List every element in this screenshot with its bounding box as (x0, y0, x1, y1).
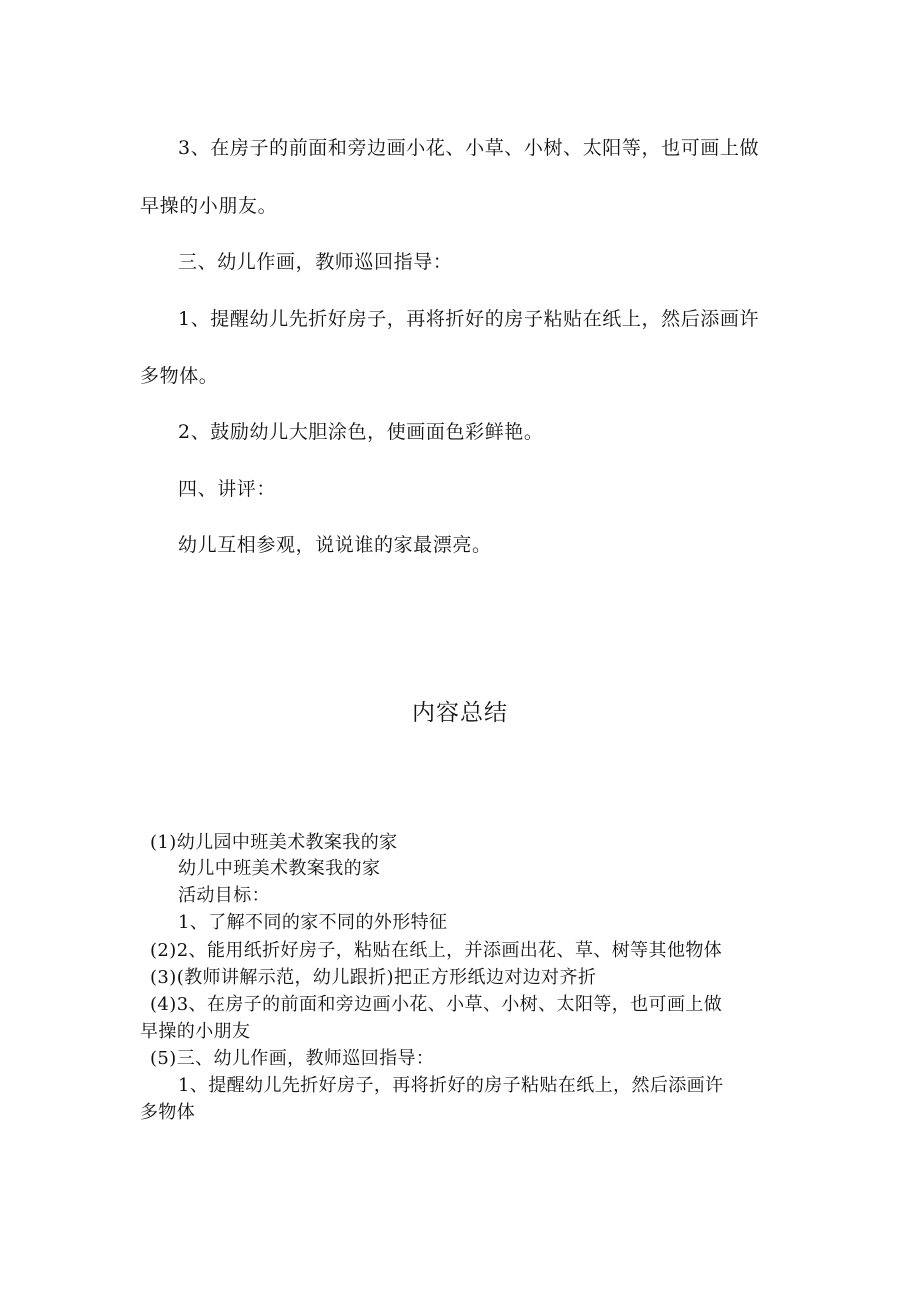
section-heading: 四、讲评： (178, 478, 277, 500)
summary-line: 多物体 (140, 1102, 196, 1123)
summary-line: 1、提醒幼儿先折好房子，再将折好的房子粘贴在纸上，然后添画许 (178, 1075, 724, 1096)
summary-line: (3)(教师讲解示范，幼儿跟折)把正方形纸边对边对齐折 (150, 967, 597, 988)
summary-line: (5)三、幼儿作画，教师巡回指导： (150, 1048, 435, 1069)
summary-line: 早操的小朋友 (140, 1021, 251, 1042)
summary-line: 1、了解不同的家不同的外形特征 (178, 912, 448, 933)
summary-line: (4)3、在房子的前面和旁边画小花、小草、小树、太阳等，也可画上做 (150, 994, 723, 1015)
section-heading: 三、幼儿作画，教师巡回指导： (178, 251, 453, 273)
body-paragraph-line: 1、提醒幼儿先折好房子，再将折好的房子粘贴在纸上，然后添画许 (178, 308, 760, 330)
summary-line: (1)幼儿园中班美术教案我的家 (150, 832, 398, 853)
summary-line: (2)2、能用纸折好房子，粘贴在纸上，并添画出花、草、树等其他物体 (150, 940, 723, 961)
body-paragraph-line: 2、鼓励幼儿大胆涂色，使画面色彩鲜艳。 (178, 421, 544, 443)
body-paragraph-line: 早操的小朋友。 (140, 195, 278, 217)
summary-line: 幼儿中班美术教案我的家 (178, 858, 381, 879)
summary-title: 内容总结 (412, 700, 508, 726)
summary-line: 活动目标： (178, 885, 270, 906)
body-paragraph-line: 多物体。 (140, 365, 219, 387)
body-paragraph-line: 幼儿互相参观，说说谁的家最漂亮。 (178, 534, 492, 556)
body-paragraph-line: 3、在房子的前面和旁边画小花、小草、小树、太阳等，也可画上做 (178, 137, 760, 159)
